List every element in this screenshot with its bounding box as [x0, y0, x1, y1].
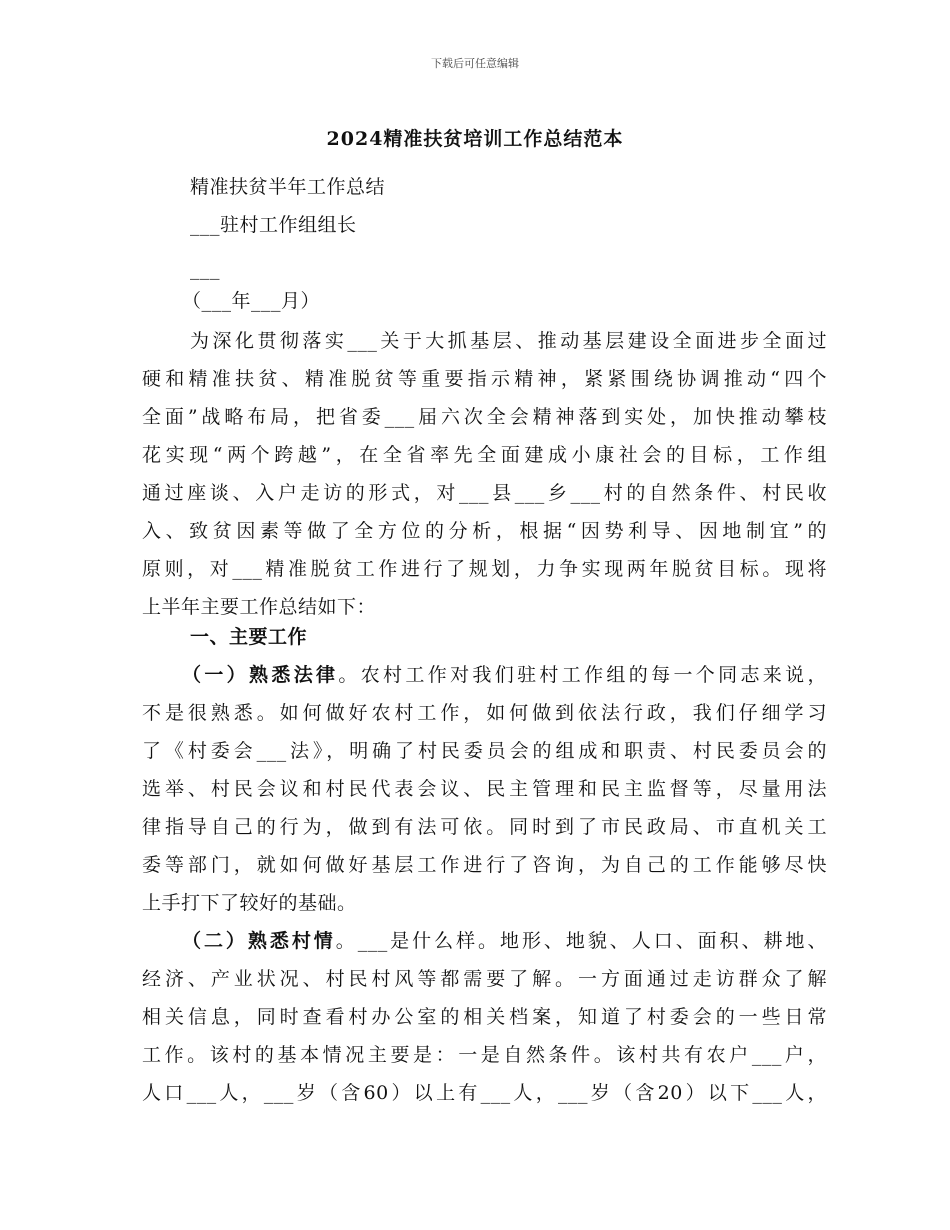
item1-line: 委等部门，就如何做好基层工作进行了咨询，为自己的工作能够尽快 — [142, 854, 827, 876]
intro-line: 为深化贯彻落实___关于大抓基层、推动基层建设全面进步全面过 — [190, 330, 827, 352]
item2-line: 人口___人，___岁（含60）以上有___人，___岁（含20）以下___人， — [142, 1082, 827, 1104]
date-line: （___年___月） — [182, 290, 321, 312]
intro-line: 原则，对___精准脱贫工作进行了规划，力争实现两年脱贫目标。现将 — [142, 558, 827, 580]
item2-label: （二）熟悉村情 — [182, 930, 336, 952]
item1-first-line — [182, 656, 827, 694]
intro-line: 硬和精准扶贫、精准脱贫等重要指示精神，紧紧围绕协调推动“四个 — [142, 368, 827, 390]
item2-first-rest: 。___是什么样。地形、地貌、人口、面积、耕地、 — [335, 930, 827, 952]
intro-line: 上半年主要工作总结如下： — [142, 596, 377, 618]
item2-line: 经济、产业状况、村民村风等都需要了解。一方面通过走访群众了解 — [142, 968, 827, 990]
intro-line: 花实现“两个跨越”，在全省率先全面建成小康社会的目标，工作组 — [142, 444, 827, 466]
item1-line: 上手打下了较好的基础。 — [142, 892, 357, 914]
subtitle: 精准扶贫半年工作总结 — [190, 176, 386, 198]
item1-line: 选举、村民会议和村民代表会议、民主管理和民主监督等，尽量用法 — [142, 778, 827, 800]
section-heading: 一、主要工作 — [190, 626, 308, 648]
item2-first-line — [182, 922, 827, 960]
item2-line: 工作。该村的基本情况主要是：一是自然条件。该村共有农户___户， — [142, 1044, 827, 1066]
document-title: 2024精准扶贫培训工作总结范本 — [326, 128, 624, 150]
author-line: ___驻村工作组组长 — [190, 214, 357, 236]
intro-line: 通过座谈、入户走访的形式，对___县___乡___村的自然条件、村民收 — [142, 482, 827, 504]
item1-line: 律指导自己的行为，做到有法可依。同时到了市民政局、市直机关工 — [142, 816, 827, 838]
item1-line: 了《村委会___法》，明确了村民委员会的组成和职责、村民委员会的 — [142, 740, 827, 762]
item2-line: 相关信息，同时查看村办公室的相关档案，知道了村委会的一些日常 — [142, 1006, 827, 1028]
item1-line: 不是很熟悉。如何做好农村工作，如何做到依法行政，我们仔细学习 — [142, 702, 827, 724]
item1-label: （一）熟悉法律 — [182, 664, 339, 686]
intro-line: 全面”战略布局，把省委___届六次全会精神落到实处，加快推动攀枝 — [142, 406, 827, 428]
header-note: 下载后可任意编辑 — [431, 57, 519, 70]
name-blank: ___ — [190, 258, 220, 280]
intro-line: 入、致贫因素等做了全方位的分析，根据“因势利导、因地制宜”的 — [142, 520, 827, 542]
item1-first-rest: 。农村工作对我们驻村工作组的每一个同志来说， — [338, 664, 827, 686]
